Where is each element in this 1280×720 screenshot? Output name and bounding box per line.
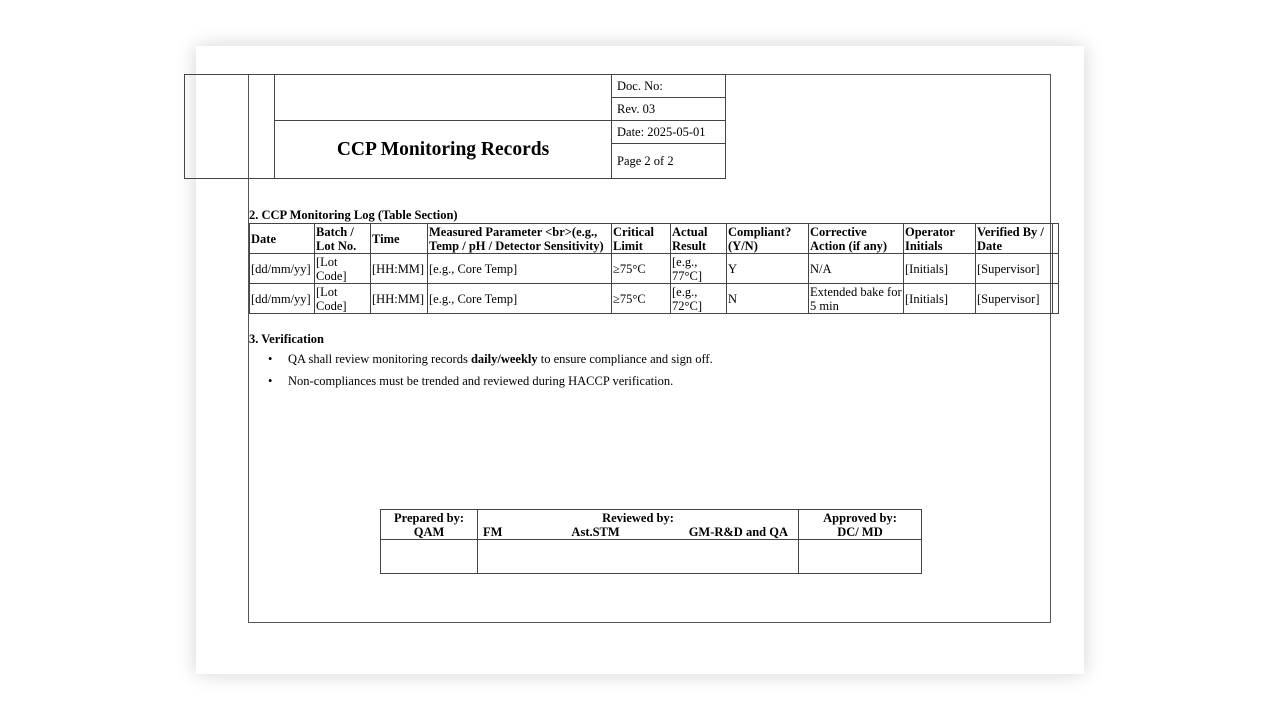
table-row <box>250 254 1059 284</box>
ccp-log-table <box>249 223 1059 314</box>
table-edge-cell <box>1053 284 1059 314</box>
column-header: Measured Parameter <br>(e.g., Temp / pH / Detector Sensitivity) <box>428 224 612 254</box>
approved-by-label: Approved by: <box>823 510 897 525</box>
section-3-title: 3. Verification <box>249 332 324 346</box>
bullet-text: Non-compliances must be trended and reviewed during HACCP verification. <box>288 374 674 388</box>
document-header-table <box>184 74 726 179</box>
table-cell: [Lot Code] <box>315 254 371 284</box>
doc-no: Doc. No: <box>612 75 726 98</box>
table-cell: ≥75°C <box>612 254 671 284</box>
reviewer-role: GM-R&D and QA <box>688 524 788 539</box>
reviewed-signature-cell <box>478 540 799 574</box>
column-header: Operator Initials <box>904 224 976 254</box>
list-item <box>249 352 713 374</box>
prepared-by-role: QAM <box>413 524 445 539</box>
table-cell: [HH:MM] <box>371 284 428 314</box>
column-header: Verified By / Date <box>976 224 1053 254</box>
table-cell: Extended bake for 5 min <box>810 284 902 313</box>
table-cell: [Initials] <box>904 284 976 314</box>
table-cell: [e.g., 72°C] <box>671 284 727 314</box>
page-title: CCP Monitoring Records <box>275 121 612 179</box>
table-cell: [Lot Code] <box>315 284 371 314</box>
revision: Rev. 03 <box>612 98 726 121</box>
table-header-row <box>250 224 1059 254</box>
column-header: Actual Result <box>671 224 727 254</box>
table-cell: [Supervisor] <box>976 284 1053 314</box>
table-cell: [Supervisor] <box>976 254 1053 284</box>
table-cell: N/A <box>809 254 904 284</box>
table-edge-cell <box>1053 224 1059 254</box>
approved-signature-cell <box>799 540 922 574</box>
approved-by-role: DC/ MD <box>837 524 883 539</box>
column-header: Date <box>250 224 315 254</box>
column-header: Compliant? (Y/N) <box>727 224 809 254</box>
doc-date: Date: 2025-05-01 <box>612 121 726 144</box>
table-cell: [HH:MM] <box>371 254 428 284</box>
table-cell: [e.g., Core Temp] <box>428 284 612 314</box>
column-header: Critical Limit <box>612 224 671 254</box>
table-cell: [Initials] <box>904 254 976 284</box>
column-header: Corrective Action (if any) <box>809 224 904 254</box>
table-edge-cell <box>1053 254 1059 284</box>
reviewed-by-label: Reviewed by: <box>602 510 674 525</box>
list-item <box>249 374 713 396</box>
table-cell: N <box>727 284 809 314</box>
logo-cell <box>185 75 275 179</box>
approved-by-cell <box>799 510 922 540</box>
prepared-signature-cell <box>381 540 478 574</box>
reviewed-by-cell <box>478 510 799 540</box>
column-header: Time <box>371 224 428 254</box>
verification-list <box>249 352 713 396</box>
bullet-text: to ensure compliance and sign off. <box>537 352 713 366</box>
bullet-icon: • <box>268 352 273 366</box>
section-2-title: 2. CCP Monitoring Log (Table Section) <box>249 208 458 222</box>
table-row <box>250 284 1059 314</box>
bullet-bold-text: daily/weekly <box>470 352 538 366</box>
table-cell: [e.g., 77°C] <box>671 254 727 284</box>
column-header: Batch / Lot No. <box>315 224 371 254</box>
table-cell: [e.g., Core Temp] <box>428 254 612 284</box>
prepared-by-label: Prepared by: <box>393 510 465 525</box>
prepared-by-cell <box>381 510 478 540</box>
page-number: Page 2 of 2 <box>612 144 726 179</box>
reviewer-role: Ast.STM <box>571 524 620 539</box>
table-cell: [dd/mm/yy] <box>250 284 315 314</box>
table-cell: ≥75°C <box>612 284 671 314</box>
table-cell: Y <box>727 254 809 284</box>
bullet-icon: • <box>268 374 273 388</box>
table-cell: [dd/mm/yy] <box>250 254 315 284</box>
signature-table <box>380 509 922 574</box>
reviewer-role: FM <box>483 524 503 539</box>
header-blank-cell <box>275 75 612 121</box>
bullet-text: QA shall review monitoring records <box>288 352 471 366</box>
